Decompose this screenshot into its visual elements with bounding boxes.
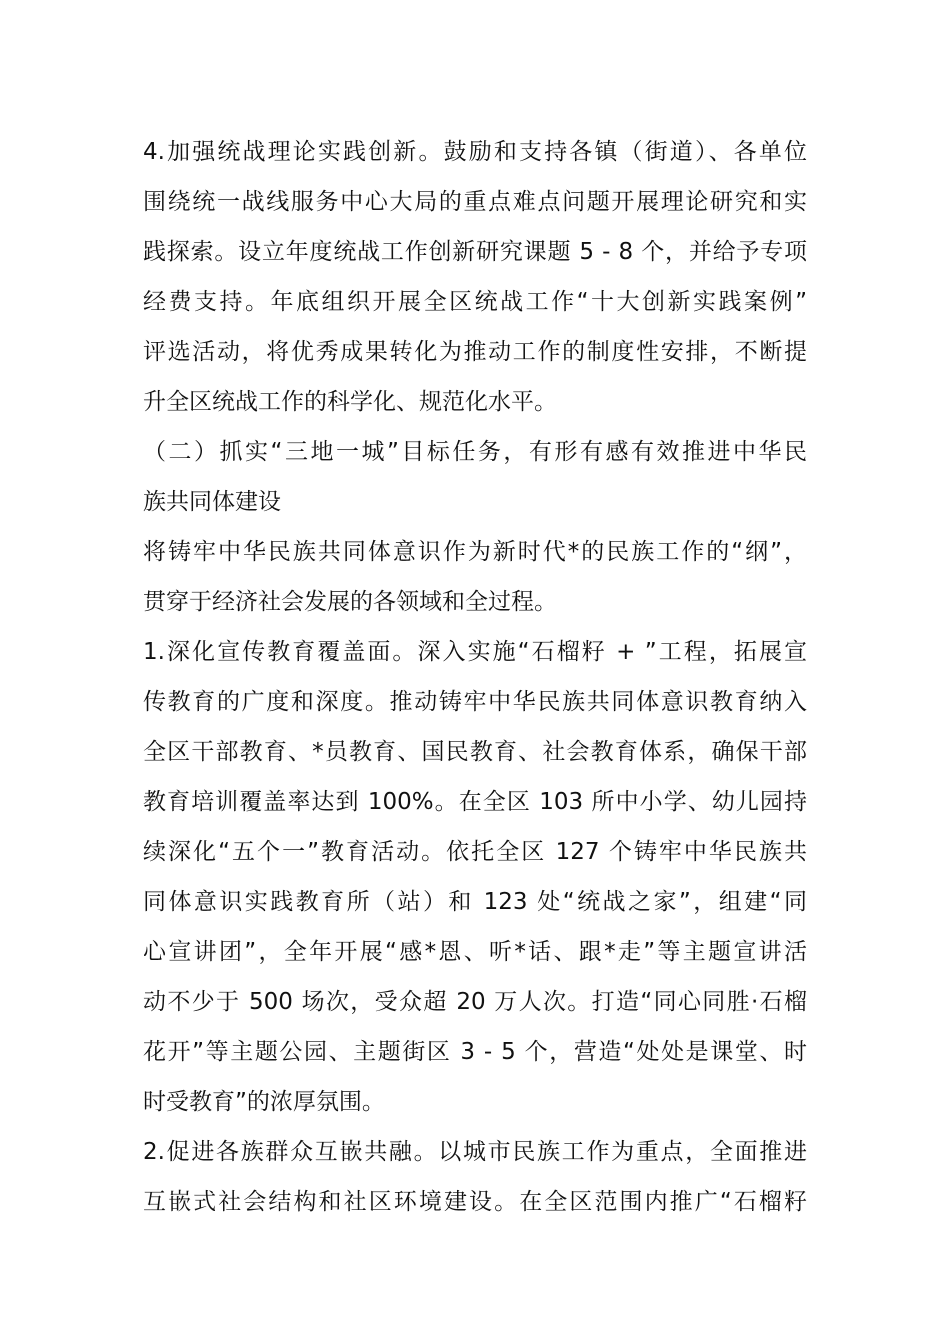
text-line: 贯穿于经济社会发展的各领域和全过程。 — [143, 589, 557, 615]
text-line: 升全区统战工作的科学化、规范化水平。 — [143, 389, 557, 415]
document-body — [143, 127, 807, 1227]
text-line: 同体意识实践教育所（站）和 123 处“统战之家”，组建“同 — [143, 889, 807, 915]
text-line: 1.深化宣传教育覆盖面。深入实施“石榴籽 + ”工程，拓展宣 — [143, 639, 807, 665]
text-line: 动不少于 500 场次，受众超 20 万人次。打造“同心同胜·石榴 — [143, 989, 807, 1015]
text-line: 互嵌式社会结构和社区环境建设。在全区范围内推广“石榴籽 — [143, 1189, 807, 1215]
text-line: 时受教育”的浓厚氛围。 — [143, 1089, 385, 1115]
text-line: 续深化“五个一”教育活动。依托全区 127 个铸牢中华民族共 — [143, 839, 807, 865]
text-line: 将铸牢中华民族共同体意识作为新时代*的民族工作的“纲”， — [143, 539, 807, 565]
text-line: 评选活动，将优秀成果转化为推动工作的制度性安排，不断提 — [143, 339, 807, 365]
text-line: 2.促进各族群众互嵌共融。以城市民族工作为重点，全面推进 — [143, 1139, 807, 1165]
section-heading: （二）抓实“三地一城”目标任务，有形有感有效推进中华民 — [143, 439, 807, 465]
text-line: 心宣讲团”，全年开展“感*恩、听*话、跟*走”等主题宣讲活 — [143, 939, 807, 965]
text-line: 教育培训覆盖率达到 100%。在全区 103 所中小学、幼儿园持 — [143, 789, 807, 815]
text-line: 围绕统一战线服务中心大局的重点难点问题开展理论研究和实 — [143, 189, 807, 215]
text-line: 花开”等主题公园、主题街区 3 - 5 个，营造“处处是课堂、时 — [143, 1039, 807, 1065]
text-line: 传教育的广度和深度。推动铸牢中华民族共同体意识教育纳入 — [143, 689, 807, 715]
text-line: 经费支持。年底组织开展全区统战工作“十大创新实践案例” — [143, 289, 807, 315]
section-heading: 族共同体建设 — [143, 489, 281, 515]
text-line: 全区干部教育、*员教育、国民教育、社会教育体系，确保干部 — [143, 739, 807, 765]
text-line: 4.加强统战理论实践创新。鼓励和支持各镇（街道）、各单位 — [143, 139, 807, 165]
text-line: 践探索。设立年度统战工作创新研究课题 5 - 8 个，并给予专项 — [143, 239, 807, 265]
